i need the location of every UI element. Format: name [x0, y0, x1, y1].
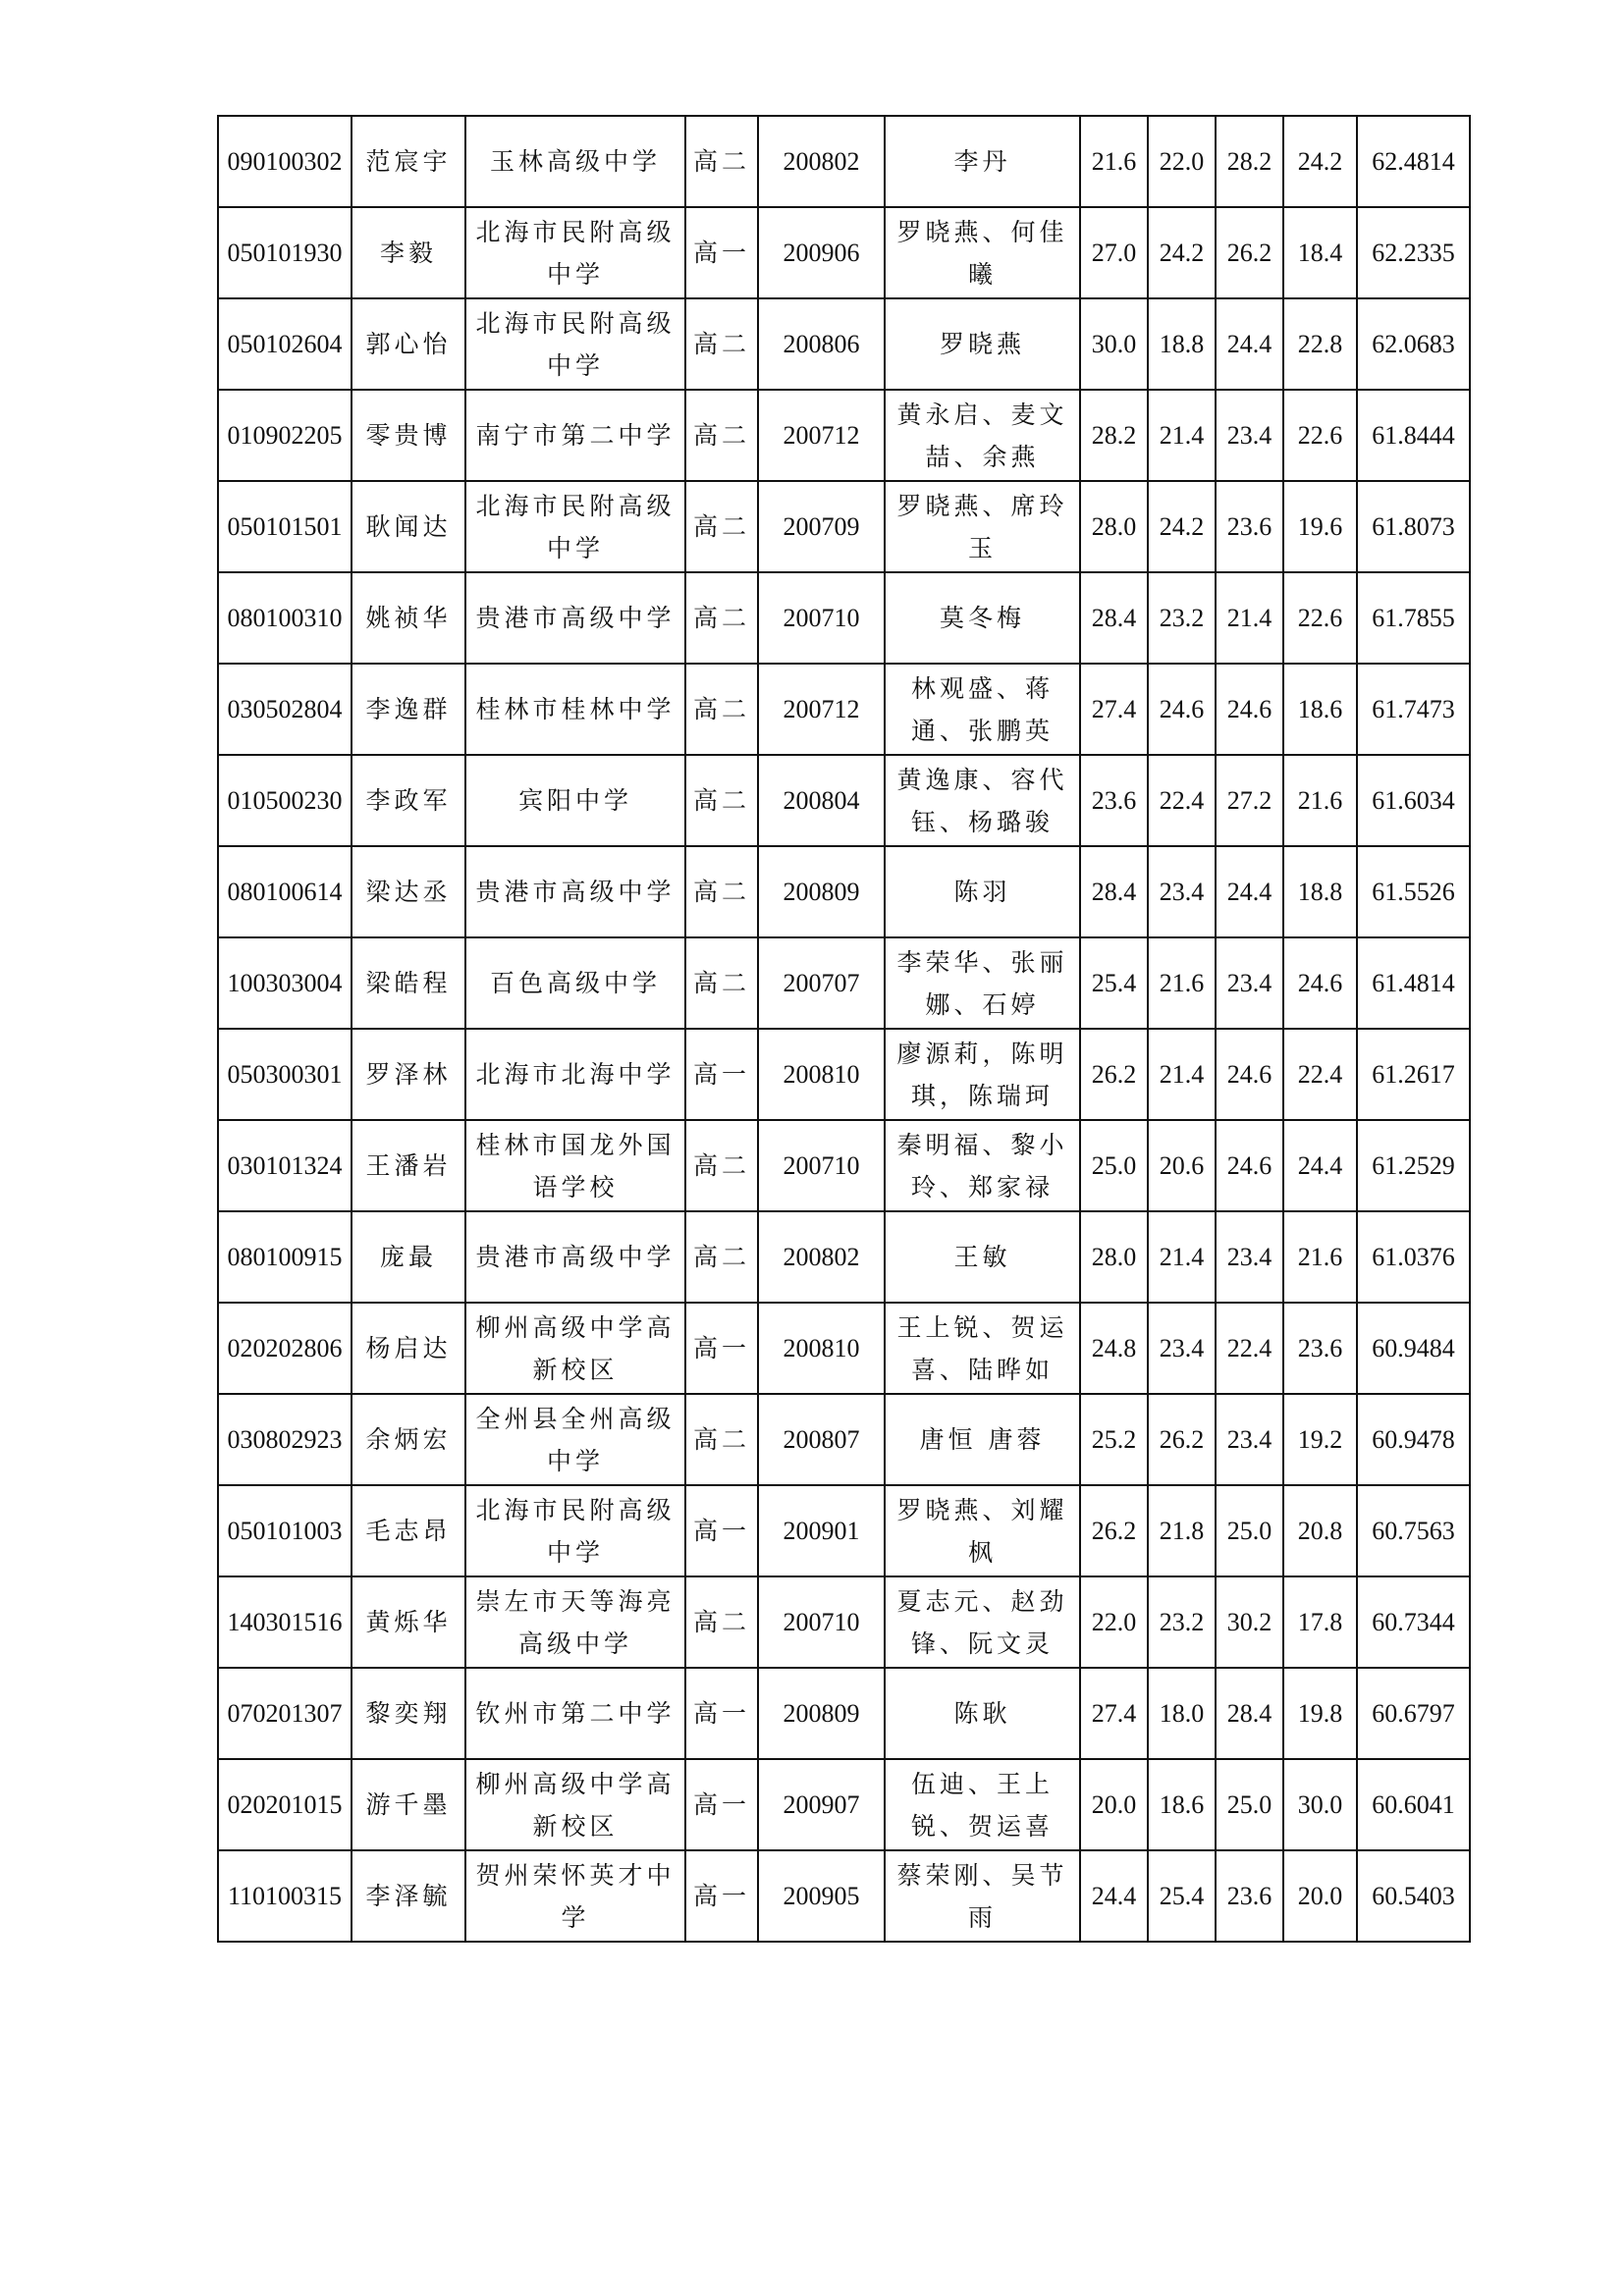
student-name-cell: 李逸群 — [352, 664, 465, 755]
student-id-cell: 080100310 — [218, 572, 352, 664]
total-score-cell: 61.2529 — [1357, 1120, 1470, 1211]
student-id-cell: 010500230 — [218, 755, 352, 846]
teacher-cell: 夏志元、赵劲锋、阮文灵 — [885, 1576, 1080, 1668]
score-3-cell: 21.4 — [1216, 572, 1283, 664]
score-1-cell: 25.2 — [1080, 1394, 1148, 1485]
total-score-cell: 61.7473 — [1357, 664, 1470, 755]
score-3-cell: 25.0 — [1216, 1485, 1283, 1576]
teacher-cell: 李荣华、张丽娜、石婷 — [885, 937, 1080, 1029]
total-score-cell: 60.7563 — [1357, 1485, 1470, 1576]
total-score-cell: 61.4814 — [1357, 937, 1470, 1029]
score-2-cell: 24.2 — [1148, 481, 1216, 572]
score-3-cell: 27.2 — [1216, 755, 1283, 846]
birth-cell: 200906 — [758, 207, 885, 298]
teacher-cell: 秦明福、黎小玲、郑家禄 — [885, 1120, 1080, 1211]
results-table — [217, 115, 1471, 1943]
score-4-cell: 18.6 — [1283, 664, 1357, 755]
score-3-cell: 24.6 — [1216, 1029, 1283, 1120]
grade-cell: 高一 — [685, 1759, 758, 1850]
score-4-cell: 22.6 — [1283, 390, 1357, 481]
score-3-cell: 23.4 — [1216, 1211, 1283, 1303]
table-row — [218, 1029, 1470, 1120]
total-score-cell: 61.5526 — [1357, 846, 1470, 937]
grade-cell: 高二 — [685, 1211, 758, 1303]
school-cell: 全州县全州高级中学 — [465, 1394, 685, 1485]
birth-cell: 200712 — [758, 664, 885, 755]
score-1-cell: 25.4 — [1080, 937, 1148, 1029]
score-2-cell: 23.2 — [1148, 1576, 1216, 1668]
score-4-cell: 23.6 — [1283, 1303, 1357, 1394]
total-score-cell: 61.0376 — [1357, 1211, 1470, 1303]
table-row — [218, 207, 1470, 298]
birth-cell: 200710 — [758, 1576, 885, 1668]
school-cell: 柳州高级中学高新校区 — [465, 1759, 685, 1850]
birth-cell: 200905 — [758, 1850, 885, 1942]
teacher-cell: 唐恒 唐蓉 — [885, 1394, 1080, 1485]
teacher-cell: 廖源莉，陈明琪，陈瑞珂 — [885, 1029, 1080, 1120]
score-2-cell: 21.6 — [1148, 937, 1216, 1029]
score-3-cell: 23.4 — [1216, 390, 1283, 481]
teacher-cell: 蔡荣刚、吴节雨 — [885, 1850, 1080, 1942]
table-row — [218, 846, 1470, 937]
score-4-cell: 24.4 — [1283, 1120, 1357, 1211]
score-2-cell: 23.4 — [1148, 1303, 1216, 1394]
total-score-cell: 61.6034 — [1357, 755, 1470, 846]
teacher-cell: 罗晓燕、席玲玉 — [885, 481, 1080, 572]
score-3-cell: 26.2 — [1216, 207, 1283, 298]
score-1-cell: 25.0 — [1080, 1120, 1148, 1211]
birth-cell: 200809 — [758, 846, 885, 937]
student-id-cell: 050300301 — [218, 1029, 352, 1120]
student-id-cell: 080100614 — [218, 846, 352, 937]
score-3-cell: 24.4 — [1216, 298, 1283, 390]
teacher-cell: 李丹 — [885, 116, 1080, 207]
score-3-cell: 25.0 — [1216, 1759, 1283, 1850]
score-1-cell: 28.0 — [1080, 1211, 1148, 1303]
table-row — [218, 937, 1470, 1029]
school-cell: 贵港市高级中学 — [465, 572, 685, 664]
birth-cell: 200809 — [758, 1668, 885, 1759]
table-row — [218, 116, 1470, 207]
score-4-cell: 19.2 — [1283, 1394, 1357, 1485]
student-id-cell: 010902205 — [218, 390, 352, 481]
student-name-cell: 零贵博 — [352, 390, 465, 481]
score-2-cell: 18.8 — [1148, 298, 1216, 390]
student-name-cell: 余炳宏 — [352, 1394, 465, 1485]
total-score-cell: 62.0683 — [1357, 298, 1470, 390]
school-cell: 北海市北海中学 — [465, 1029, 685, 1120]
grade-cell: 高二 — [685, 937, 758, 1029]
teacher-cell: 陈耿 — [885, 1668, 1080, 1759]
score-2-cell: 23.2 — [1148, 572, 1216, 664]
table-row — [218, 1485, 1470, 1576]
student-name-cell: 杨启达 — [352, 1303, 465, 1394]
student-name-cell: 毛志昂 — [352, 1485, 465, 1576]
total-score-cell: 62.4814 — [1357, 116, 1470, 207]
total-score-cell: 60.9478 — [1357, 1394, 1470, 1485]
school-cell: 贵港市高级中学 — [465, 1211, 685, 1303]
table-row — [218, 298, 1470, 390]
student-id-cell: 100303004 — [218, 937, 352, 1029]
teacher-cell: 罗晓燕、刘耀枫 — [885, 1485, 1080, 1576]
score-2-cell: 18.0 — [1148, 1668, 1216, 1759]
score-1-cell: 24.8 — [1080, 1303, 1148, 1394]
school-cell: 贵港市高级中学 — [465, 846, 685, 937]
score-1-cell: 28.2 — [1080, 390, 1148, 481]
student-name-cell: 庞最 — [352, 1211, 465, 1303]
table-row — [218, 390, 1470, 481]
school-cell: 北海市民附高级中学 — [465, 298, 685, 390]
score-2-cell: 22.0 — [1148, 116, 1216, 207]
score-4-cell: 22.6 — [1283, 572, 1357, 664]
teacher-cell: 伍迪、王上锐、贺运喜 — [885, 1759, 1080, 1850]
birth-cell: 200810 — [758, 1029, 885, 1120]
score-4-cell: 21.6 — [1283, 1211, 1357, 1303]
total-score-cell: 62.2335 — [1357, 207, 1470, 298]
student-id-cell: 050101501 — [218, 481, 352, 572]
score-3-cell: 23.4 — [1216, 937, 1283, 1029]
school-cell: 柳州高级中学高新校区 — [465, 1303, 685, 1394]
student-name-cell: 李毅 — [352, 207, 465, 298]
school-cell: 贺州荣怀英才中学 — [465, 1850, 685, 1942]
school-cell: 崇左市天等海亮高级中学 — [465, 1576, 685, 1668]
table-row — [218, 755, 1470, 846]
birth-cell: 200806 — [758, 298, 885, 390]
score-1-cell: 22.0 — [1080, 1576, 1148, 1668]
score-3-cell: 28.4 — [1216, 1668, 1283, 1759]
table-row — [218, 1303, 1470, 1394]
student-name-cell: 姚祯华 — [352, 572, 465, 664]
student-id-cell: 110100315 — [218, 1850, 352, 1942]
table-row — [218, 481, 1470, 572]
school-cell: 钦州市第二中学 — [465, 1668, 685, 1759]
student-name-cell: 范宸宇 — [352, 116, 465, 207]
score-2-cell: 21.4 — [1148, 1211, 1216, 1303]
score-1-cell: 26.2 — [1080, 1485, 1148, 1576]
score-1-cell: 28.0 — [1080, 481, 1148, 572]
birth-cell: 200907 — [758, 1759, 885, 1850]
grade-cell: 高二 — [685, 1576, 758, 1668]
grade-cell: 高一 — [685, 1303, 758, 1394]
student-id-cell: 050101003 — [218, 1485, 352, 1576]
score-4-cell: 21.6 — [1283, 755, 1357, 846]
total-score-cell: 60.6041 — [1357, 1759, 1470, 1850]
student-name-cell: 黎奕翔 — [352, 1668, 465, 1759]
score-2-cell: 20.6 — [1148, 1120, 1216, 1211]
grade-cell: 高二 — [685, 1394, 758, 1485]
table-row — [218, 1668, 1470, 1759]
school-cell: 南宁市第二中学 — [465, 390, 685, 481]
school-cell: 北海市民附高级中学 — [465, 207, 685, 298]
school-cell: 宾阳中学 — [465, 755, 685, 846]
score-2-cell: 22.4 — [1148, 755, 1216, 846]
birth-cell: 200707 — [758, 937, 885, 1029]
table-row — [218, 1120, 1470, 1211]
grade-cell: 高一 — [685, 207, 758, 298]
student-id-cell: 050102604 — [218, 298, 352, 390]
score-1-cell: 24.4 — [1080, 1850, 1148, 1942]
birth-cell: 200712 — [758, 390, 885, 481]
birth-cell: 200804 — [758, 755, 885, 846]
table-row — [218, 1211, 1470, 1303]
score-3-cell: 24.4 — [1216, 846, 1283, 937]
score-1-cell: 27.4 — [1080, 664, 1148, 755]
birth-cell: 200810 — [758, 1303, 885, 1394]
grade-cell: 高二 — [685, 116, 758, 207]
score-2-cell: 24.2 — [1148, 207, 1216, 298]
student-id-cell: 030502804 — [218, 664, 352, 755]
total-score-cell: 60.6797 — [1357, 1668, 1470, 1759]
birth-cell: 200901 — [758, 1485, 885, 1576]
student-name-cell: 梁皓程 — [352, 937, 465, 1029]
student-id-cell: 020202806 — [218, 1303, 352, 1394]
score-3-cell: 28.2 — [1216, 116, 1283, 207]
score-4-cell: 24.2 — [1283, 116, 1357, 207]
student-id-cell: 020201015 — [218, 1759, 352, 1850]
score-2-cell: 26.2 — [1148, 1394, 1216, 1485]
student-name-cell: 李政军 — [352, 755, 465, 846]
total-score-cell: 60.7344 — [1357, 1576, 1470, 1668]
score-4-cell: 22.4 — [1283, 1029, 1357, 1120]
score-1-cell: 28.4 — [1080, 846, 1148, 937]
score-4-cell: 19.8 — [1283, 1668, 1357, 1759]
score-2-cell: 21.8 — [1148, 1485, 1216, 1576]
score-2-cell: 23.4 — [1148, 846, 1216, 937]
score-3-cell: 23.6 — [1216, 1850, 1283, 1942]
school-cell: 桂林市国龙外国语学校 — [465, 1120, 685, 1211]
teacher-cell: 王上锐、贺运喜、陆晔如 — [885, 1303, 1080, 1394]
score-2-cell: 18.6 — [1148, 1759, 1216, 1850]
score-1-cell: 27.0 — [1080, 207, 1148, 298]
score-3-cell: 23.6 — [1216, 481, 1283, 572]
school-cell: 桂林市桂林中学 — [465, 664, 685, 755]
score-2-cell: 21.4 — [1148, 1029, 1216, 1120]
birth-cell: 200709 — [758, 481, 885, 572]
school-cell: 玉林高级中学 — [465, 116, 685, 207]
grade-cell: 高一 — [685, 1668, 758, 1759]
table-row — [218, 664, 1470, 755]
student-name-cell: 梁达丞 — [352, 846, 465, 937]
birth-cell: 200710 — [758, 1120, 885, 1211]
grade-cell: 高二 — [685, 298, 758, 390]
grade-cell: 高二 — [685, 846, 758, 937]
score-4-cell: 22.8 — [1283, 298, 1357, 390]
total-score-cell: 61.8444 — [1357, 390, 1470, 481]
score-4-cell: 20.8 — [1283, 1485, 1357, 1576]
table-body — [218, 116, 1470, 1942]
birth-cell: 200802 — [758, 1211, 885, 1303]
score-1-cell: 30.0 — [1080, 298, 1148, 390]
grade-cell: 高一 — [685, 1485, 758, 1576]
score-2-cell: 25.4 — [1148, 1850, 1216, 1942]
student-id-cell: 050101930 — [218, 207, 352, 298]
score-4-cell: 30.0 — [1283, 1759, 1357, 1850]
grade-cell: 高二 — [685, 481, 758, 572]
score-1-cell: 20.0 — [1080, 1759, 1148, 1850]
grade-cell: 高二 — [685, 755, 758, 846]
score-4-cell: 24.6 — [1283, 937, 1357, 1029]
total-score-cell: 60.5403 — [1357, 1850, 1470, 1942]
score-4-cell: 17.8 — [1283, 1576, 1357, 1668]
score-3-cell: 24.6 — [1216, 664, 1283, 755]
total-score-cell: 61.7855 — [1357, 572, 1470, 664]
birth-cell: 200710 — [758, 572, 885, 664]
grade-cell: 高二 — [685, 572, 758, 664]
student-id-cell: 030802923 — [218, 1394, 352, 1485]
student-id-cell: 070201307 — [218, 1668, 352, 1759]
score-2-cell: 24.6 — [1148, 664, 1216, 755]
teacher-cell: 罗晓燕、何佳曦 — [885, 207, 1080, 298]
score-1-cell: 23.6 — [1080, 755, 1148, 846]
score-3-cell: 24.6 — [1216, 1120, 1283, 1211]
school-cell: 百色高级中学 — [465, 937, 685, 1029]
grade-cell: 高二 — [685, 1120, 758, 1211]
table-row — [218, 572, 1470, 664]
student-name-cell: 耿闻达 — [352, 481, 465, 572]
table-row — [218, 1850, 1470, 1942]
teacher-cell: 林观盛、蒋通、张鹏英 — [885, 664, 1080, 755]
score-3-cell: 23.4 — [1216, 1394, 1283, 1485]
score-1-cell: 26.2 — [1080, 1029, 1148, 1120]
student-id-cell: 080100915 — [218, 1211, 352, 1303]
student-name-cell: 郭心怡 — [352, 298, 465, 390]
school-cell: 北海市民附高级中学 — [465, 1485, 685, 1576]
table-row — [218, 1576, 1470, 1668]
score-4-cell: 18.4 — [1283, 207, 1357, 298]
student-name-cell: 黄烁华 — [352, 1576, 465, 1668]
score-4-cell: 20.0 — [1283, 1850, 1357, 1942]
student-name-cell: 李泽毓 — [352, 1850, 465, 1942]
birth-cell: 200802 — [758, 116, 885, 207]
table-row — [218, 1394, 1470, 1485]
student-id-cell: 030101324 — [218, 1120, 352, 1211]
teacher-cell: 莫冬梅 — [885, 572, 1080, 664]
score-1-cell: 28.4 — [1080, 572, 1148, 664]
table-row — [218, 1759, 1470, 1850]
school-cell: 北海市民附高级中学 — [465, 481, 685, 572]
birth-cell: 200807 — [758, 1394, 885, 1485]
score-1-cell: 27.4 — [1080, 1668, 1148, 1759]
total-score-cell: 60.9484 — [1357, 1303, 1470, 1394]
student-id-cell: 140301516 — [218, 1576, 352, 1668]
score-4-cell: 19.6 — [1283, 481, 1357, 572]
total-score-cell: 61.8073 — [1357, 481, 1470, 572]
score-3-cell: 30.2 — [1216, 1576, 1283, 1668]
grade-cell: 高一 — [685, 1029, 758, 1120]
teacher-cell: 黄逸康、容代钰、杨璐骏 — [885, 755, 1080, 846]
teacher-cell: 王敏 — [885, 1211, 1080, 1303]
score-4-cell: 18.8 — [1283, 846, 1357, 937]
grade-cell: 高二 — [685, 664, 758, 755]
student-id-cell: 090100302 — [218, 116, 352, 207]
grade-cell: 高一 — [685, 1850, 758, 1942]
score-3-cell: 22.4 — [1216, 1303, 1283, 1394]
teacher-cell: 陈羽 — [885, 846, 1080, 937]
student-name-cell: 罗泽林 — [352, 1029, 465, 1120]
grade-cell: 高二 — [685, 390, 758, 481]
teacher-cell: 黄永启、麦文喆、余燕 — [885, 390, 1080, 481]
total-score-cell: 61.2617 — [1357, 1029, 1470, 1120]
score-1-cell: 21.6 — [1080, 116, 1148, 207]
student-name-cell: 王潘岩 — [352, 1120, 465, 1211]
teacher-cell: 罗晓燕 — [885, 298, 1080, 390]
score-2-cell: 21.4 — [1148, 390, 1216, 481]
student-name-cell: 游千墨 — [352, 1759, 465, 1850]
